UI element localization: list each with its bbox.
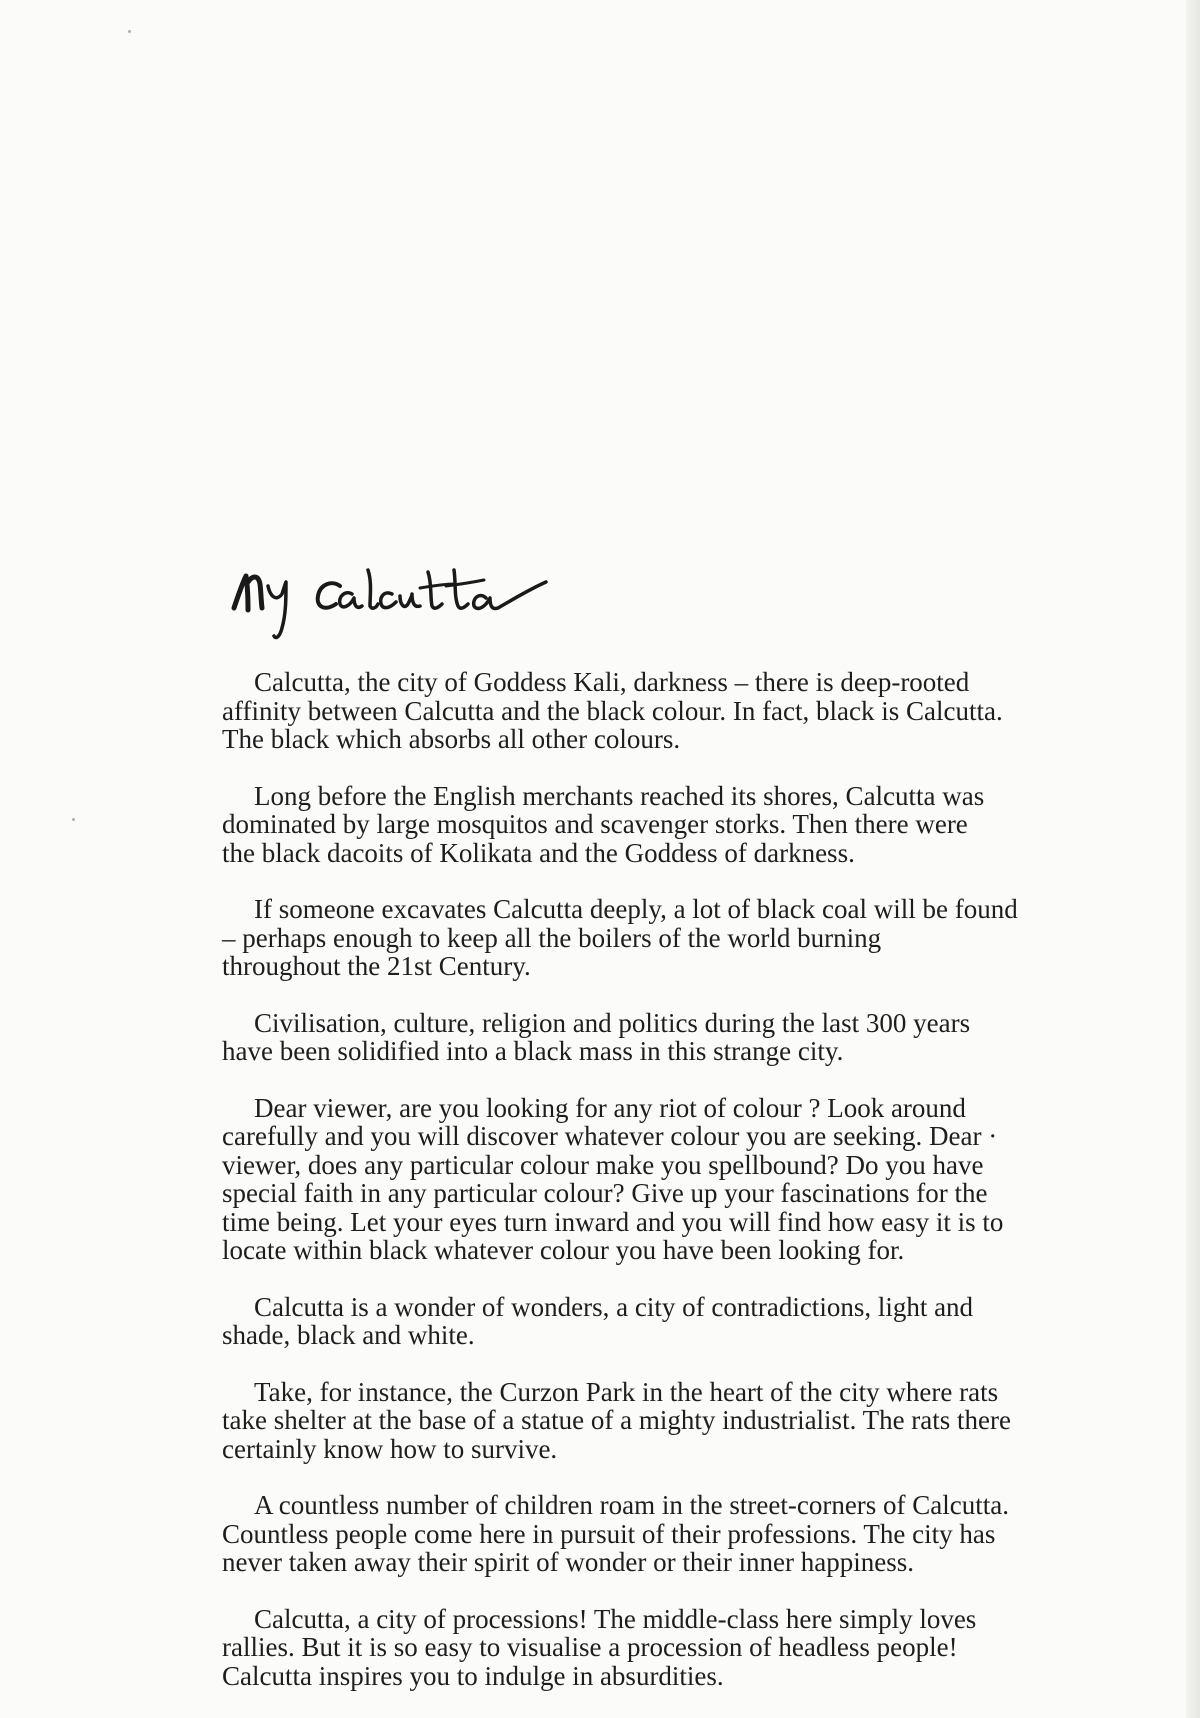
text-line: time being. Let your eyes turn inward and you will find how easy it is to [222, 1206, 1004, 1237]
text-line: certainly know how to survive. [222, 1433, 558, 1464]
text-line: Civilisation, culture, religion and politics during the last 300 years [254, 1007, 971, 1038]
text-line: take shelter at the base of a statue of a mighty industrialist. The rats there [222, 1405, 1011, 1435]
text-line: carefully and you will discover whatever colour you are seeking. Dear · [222, 1121, 998, 1151]
text-line: Calcutta, the city of Goddess Kali, darkness – there is deep-rooted [254, 667, 970, 697]
text-line: Calcutta, a city of processions! The middle-class here simply loves [254, 1603, 977, 1634]
text-line: locate within black whatever colour you have been looking for. [222, 1235, 905, 1265]
handwritten-title-signature [228, 556, 558, 646]
paper-speck [72, 818, 75, 821]
paragraph [222, 1378, 1182, 1464]
text-line: throughout the 21st Century. [222, 951, 531, 981]
paragraph [222, 782, 1182, 868]
text-line: Take, for instance, the Curzon Park in the heart of the city where rats [254, 1376, 999, 1407]
text-line: – perhaps enough to keep all the boilers of the world burning [222, 922, 882, 953]
text-line: dominated by large mosquitos and scavenger storks. Then there were [222, 809, 968, 839]
text-line: If someone excavates Calcutta deeply, a lot of black coal will be found [254, 894, 1018, 924]
text-line: shade, black and white. [222, 1320, 475, 1350]
paragraph [222, 668, 1182, 754]
paragraph [222, 1293, 1182, 1350]
text-line: A countless number of children roam in the street-corners of Calcutta. [254, 1490, 1010, 1520]
text-line: Long before the English merchants reached its shores, Calcutta was [254, 780, 985, 811]
text-line: have been solidified into a black mass in this strange city. [222, 1036, 844, 1066]
text-line: Calcutta is a wonder of wonders, a city of contradictions, light and [254, 1291, 974, 1322]
text-line: Calcutta inspires you to indulge in absurdities. [222, 1660, 724, 1691]
text-line: Countless people come here in pursuit of their professions. The city has [222, 1518, 996, 1549]
text-line: viewer, does any particular colour make you spellbound? Do you have [222, 1149, 984, 1180]
text-line: never taken away their spirit of wonder or their inner happiness. [222, 1547, 915, 1577]
text-line: special faith in any particular colour? Give up your fascinations for the [222, 1178, 988, 1208]
page-edge-shadow [1186, 0, 1200, 1718]
paragraph [222, 1491, 1182, 1577]
text-line: affinity between Calcutta and the black colour. In fact, black is Calcutta. [222, 695, 1003, 726]
paragraph [222, 895, 1182, 981]
paragraph [222, 1605, 1182, 1691]
paragraph [222, 1094, 1182, 1265]
body-text [222, 668, 1182, 1718]
text-line: the black dacoits of Kolikata and the Goddess of darkness. [222, 837, 855, 868]
text-line: Dear viewer, are you looking for any riot of colour ? Look around [254, 1092, 966, 1123]
paper-speck [128, 30, 131, 33]
paragraph [222, 1009, 1182, 1066]
text-line: The black which absorbs all other colours. [222, 724, 681, 754]
text-line: rallies. But it is so easy to visualise a procession of headless people! [222, 1632, 958, 1662]
